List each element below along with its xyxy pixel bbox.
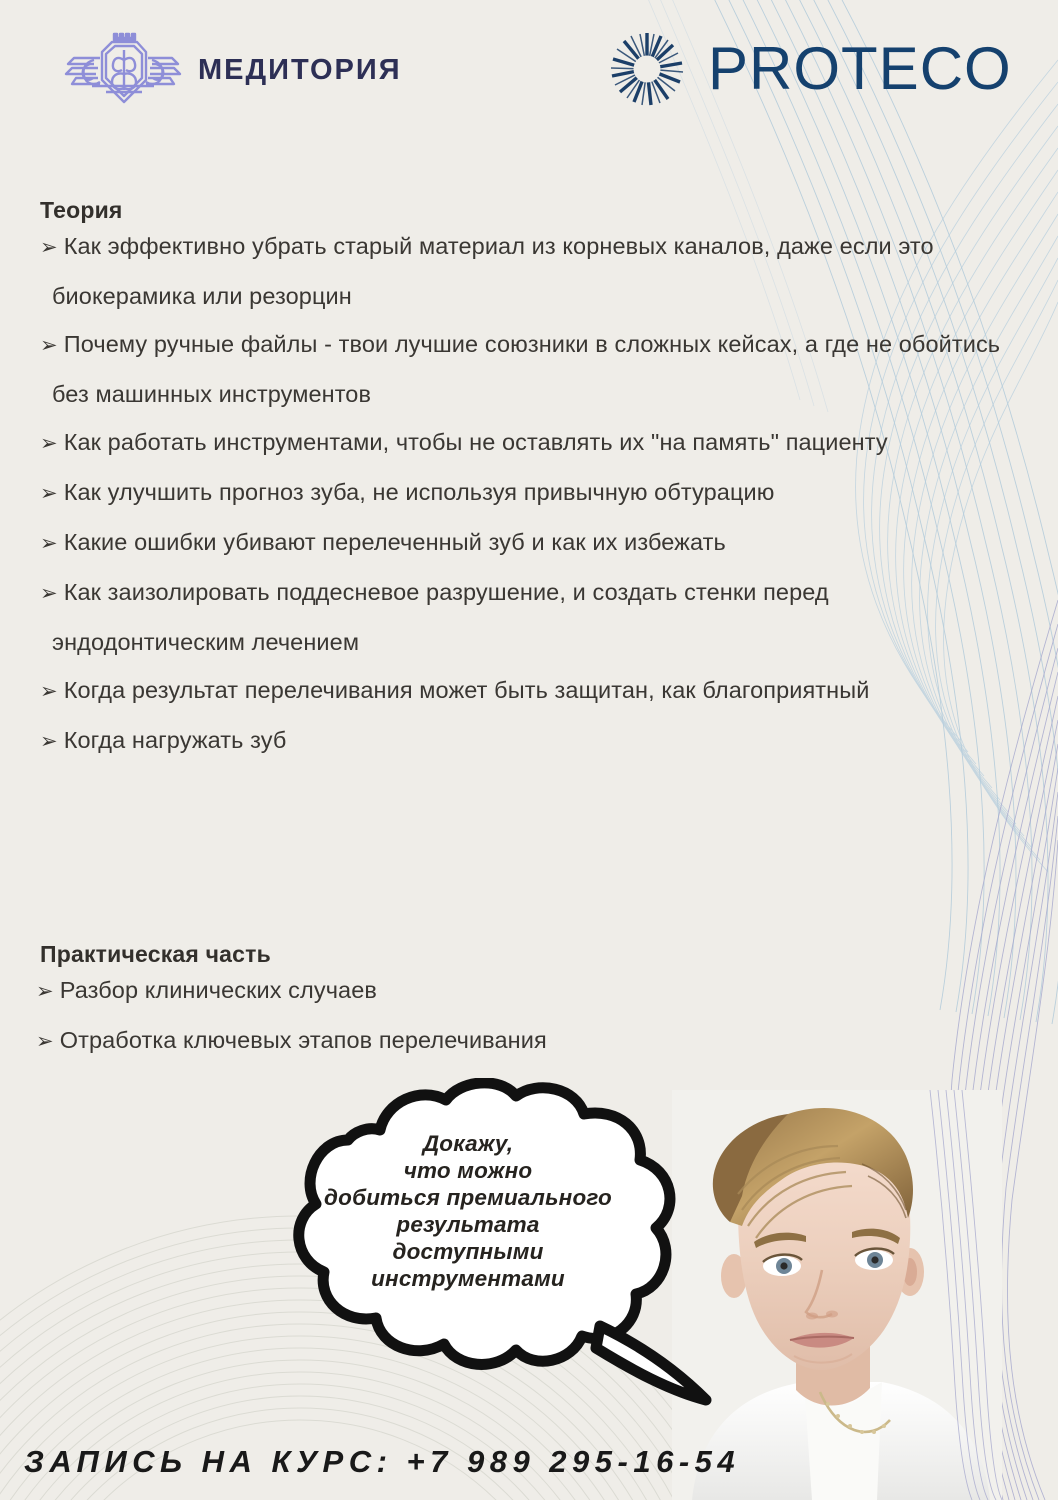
brand-proteco xyxy=(608,30,1012,108)
theory-heading: Теория xyxy=(40,197,123,224)
theory-item-text: Как эффективно убрать старый материал из корневых каналов, даже если это биокерамика или резорцин xyxy=(52,233,934,309)
bubble-line-6: инструментами xyxy=(371,1266,565,1291)
practice-list xyxy=(36,966,1001,1066)
theory-item-8 xyxy=(40,716,1005,766)
speaker-portrait xyxy=(672,1090,1002,1500)
bullet-arrow-icon: ➢ xyxy=(40,432,58,455)
theory-item-4 xyxy=(40,468,1005,518)
theory-item-2 xyxy=(40,320,1005,418)
bubble-line-4: результата xyxy=(396,1212,540,1237)
cta-phone-banner[interactable]: ЗАПИСЬ НА КУРС: +7 989 295-16-54 xyxy=(24,1444,741,1479)
bubble-line-5: доступными xyxy=(392,1239,544,1264)
theory-item-7 xyxy=(40,666,1005,716)
theory-item-5 xyxy=(40,518,1005,568)
theory-item-text: Когда результат перелечивания может быть защитан, как благоприятный xyxy=(63,677,870,703)
bullet-arrow-icon: ➢ xyxy=(40,730,58,753)
bullet-arrow-icon: ➢ xyxy=(40,236,58,259)
theory-item-1 xyxy=(40,222,1005,320)
speech-bubble-text xyxy=(288,1130,648,1292)
theory-item-text: Как работать инструментами, чтобы не оставлять их "на память" пациенту xyxy=(63,429,888,455)
theory-item-text: Почему ручные файлы - твои лучшие союзники в сложных кейсах, а где не обойтись без машинных инструментов xyxy=(52,331,1001,407)
proteco-wordmark: PROTECO xyxy=(708,35,1012,102)
bullet-arrow-icon: ➢ xyxy=(40,582,58,605)
practice-item-text: Отработка ключевых этапов перелечивания xyxy=(59,1027,547,1053)
brand-meditoria xyxy=(62,28,402,112)
theory-item-text: Когда нагружать зуб xyxy=(63,727,287,753)
bullet-arrow-icon: ➢ xyxy=(40,680,58,703)
bubble-line-3: добиться премиального xyxy=(324,1185,612,1210)
bubble-line-1: Докажу, xyxy=(422,1131,514,1156)
theory-item-text: Как заизолировать поддесневое разрушение, и создать стенки перед эндодонтическим лечением xyxy=(52,579,829,655)
bullet-arrow-icon: ➢ xyxy=(36,1030,54,1053)
theory-item-text: Какие ошибки убивают перелеченный зуб и как их избежать xyxy=(63,529,726,555)
meditoria-crest-icon xyxy=(62,28,184,112)
practice-item-2 xyxy=(36,1016,1001,1066)
theory-list xyxy=(40,222,1005,766)
bullet-arrow-icon: ➢ xyxy=(40,482,58,505)
bullet-arrow-icon: ➢ xyxy=(40,532,58,555)
practice-item-1 xyxy=(36,966,1001,1016)
theory-item-text: Как улучшить прогноз зуба, не используя привычную обтурацию xyxy=(63,479,775,505)
meditoria-wordmark: МЕДИТОРИЯ xyxy=(198,53,402,86)
bullet-arrow-icon: ➢ xyxy=(36,980,54,1003)
practice-item-text: Разбор клинических случаев xyxy=(59,977,377,1003)
theory-item-6 xyxy=(40,568,1005,666)
bubble-line-2: что можно xyxy=(403,1158,533,1183)
speech-bubble xyxy=(228,1078,718,1408)
theory-item-3 xyxy=(40,418,1005,468)
practice-heading: Практическая часть xyxy=(40,941,271,968)
poster-header xyxy=(0,0,1058,150)
proteco-starburst-icon xyxy=(608,30,686,108)
bullet-arrow-icon: ➢ xyxy=(40,334,58,357)
